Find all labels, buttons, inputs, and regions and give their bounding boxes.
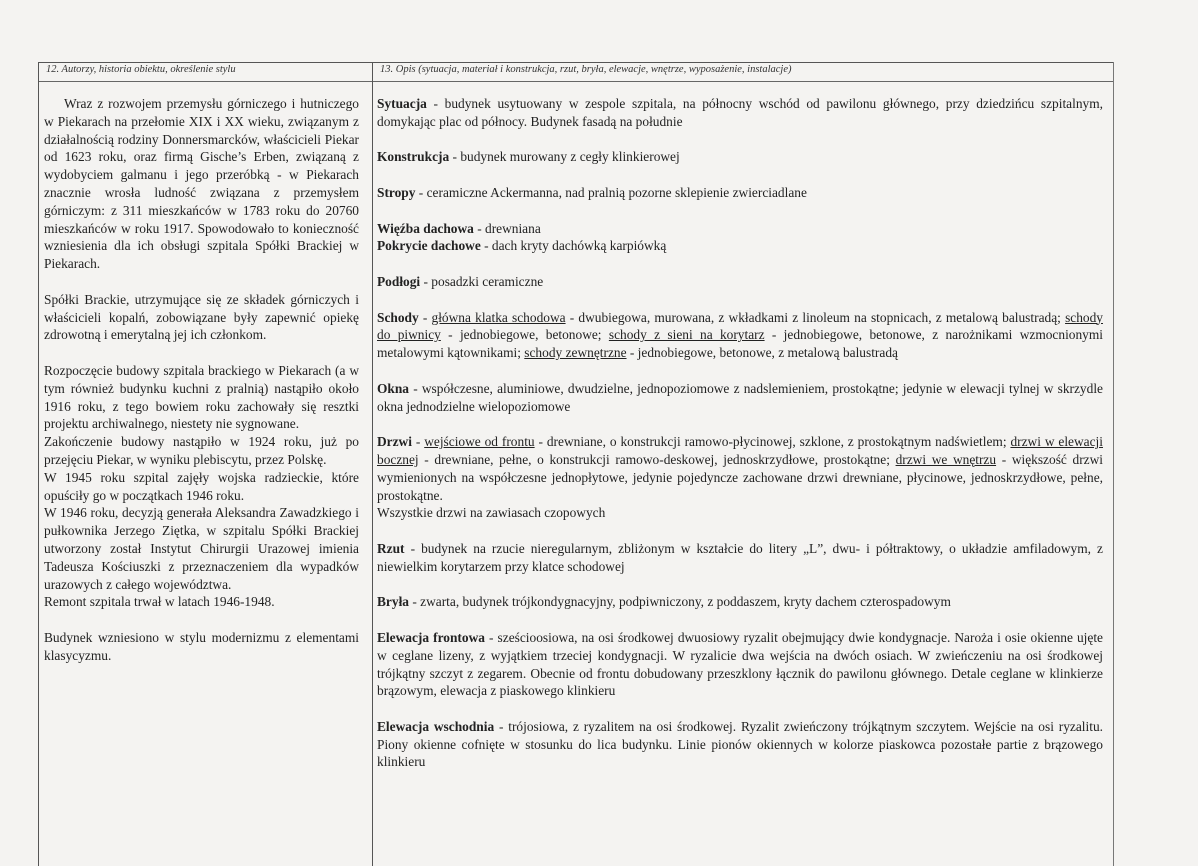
label-bryla: Bryła [377,594,409,610]
label-konstrukcja: Konstrukcja [377,149,450,165]
text-wiezba: - drewniana [473,220,541,236]
schody-hall-corridor: schody z sieni na korytarz [608,327,765,343]
schody-text-1: - dwubiegowa, murowana, z wkładkami z linoleum na stopnicach, z metalową balustradą; [565,309,1066,325]
label-pokrycie: Pokrycie dachowe [377,238,481,254]
schody-text-4: - jednobiegowe, betonowe, z metalową balustradą [626,345,898,361]
label-schody: Schody [377,309,419,325]
schody-text-2: - jednobiegowe, betonowe; [440,327,609,343]
schody-basement: schody do piwnicy [377,309,1103,343]
section-elewacja-frontowa [377,629,1103,700]
section-drzwi: Drzwi - wejściowe od frontu - drewniane, o konstrukcji ramowo-płycinowej, szklone, z prostokątnym nadświetlem; drzwi w elewacji bocznej - drewniane, pełne, o konstrukcji ramowo-deskowej, jednoskrzydłowe, prostokątne; drzwi we wnętrzu - większość drzwi wymienionych na współczesne jednopłytowe, jedynie pojedyncze zachowane drzwi drewniane, płycinowe, jednoskrzydłowe, pełne, prostokątne. [377,434,1103,503]
history-paragraph-1: Wraz z rozwojem przemysłu górniczego i hutniczego w Piekarach na przełomie XIX i XX wieku, związanym z działalnością rodziny Donnersmarcków, właścicieli Piekar od 1623 roku, oraz firmą Gische’s Erben, związaną z wydobyciem galmanu i jego przeróbką - w Piekarach znacznie wrosła ludność związana z przemysłem górniczym: z 311 mieszkańców w 1783 roku do 20760 mieszkańców w roku 1917. Spowodowało to konieczność wzniesienia dla ich obsługi szpitala Spółki Brackiej w Piekarach. [44,96,359,272]
drzwi-side-elevation: drzwi w elewacji bocznej [377,434,1103,467]
label-stropy: Stropy [377,184,416,200]
table-left-border [38,62,39,866]
text-okna: - współczesne, aluminiowe, dwudzielne, jednopoziomowe z nadslemieniem, prostokątne; jedynie w elewacji tylnej w skrzydle okna jednodzielne wielopoziomowe [377,380,1103,414]
table-header-border [38,81,1113,82]
history-paragraph-8: Budynek wzniesiono w stylu modernizmu z elementami klasycyzmu. [44,629,359,663]
history-paragraph-7: Remont szpitala trwał w latach 1946-1948. [44,594,275,610]
section-drzwi-line2: Wszystkie drzwi na zawiasach czopowych [377,505,606,521]
table-top-border [38,62,1113,63]
table-right-border [1113,62,1114,866]
drzwi-text-1: - drewniane, o konstrukcji ramowo-płycinowej, szklone, z prostokątnym nadświetlem; [534,434,1011,450]
text-konstrukcja: - budynek murowany z cegły klinkierowej [449,149,680,165]
text-sytuacja: - budynek usytuowany w zespole szpitala, na północny wschód od pawilonu głównego, przy dziedzińcu szpitalnym, domykając plac od północy. Budynek fasadą na południe [377,96,1103,129]
left-column-header: 12. Autorzy, historia obiektu, określenie stylu [46,64,236,75]
drzwi-front-entry: wejściowe od frontu [424,434,535,450]
label-okna: Okna [377,380,410,396]
right-column-header: 13. Opis (sytuacja, materiał i konstrukcja, rzut, bryła, elewacje, wnętrze, wyposażenie, instalacje) [380,64,792,75]
history-paragraph-6: W 1946 roku, decyzją generała Aleksandra Zawadzkiego i pułkownika Jerzego Ziętka, w szpitalu Spółki Brackiej utworzony został Instytut Chirurgii Urazowej imienia Tadeusza Kościuszki z przeznaczeniem dla wypadków urazowych z całego województwa. [44,505,359,592]
history-paragraph-4: Zakończenie budowy nastąpiło w 1924 roku, już po przejęciu Piekar, w wyniku plebiscytu, przez Polskę. [44,434,359,467]
text-bryla: - zwarta, budynek trójkondygnacyjny, podpiwniczony, z poddaszem, kryty dachem czterospadowym [409,594,951,610]
section-wiezba [377,220,1103,238]
text-rzut: - budynek na rzucie nieregularnym, zbliżonym w kształcie do litery „L”, dwu- i półtraktowy, o układzie amfiladowym, z niewielkim korytarzem przy klatce schodowej [377,540,1103,574]
section-stropy [377,184,1103,202]
history-column [44,95,359,665]
section-rzut [377,540,1103,576]
drzwi-interior: drzwi we wnętrzu [895,451,997,467]
label-elewacja-frontowa: Elewacja frontowa [377,629,485,645]
section-schody: Schody - główna klatka schodowa - dwubiegowa, murowana, z wkładkami z linoleum na stopnicach, z metalową balustradą; schody do piwnicy - jednobiegowe, betonowe; schody z sieni na korytarz - jednobiegowe, betonowe, z narożnikami wzmocnionymi metalowymi kątownikami; schody zewnętrzne - jednobiegowe, betonowe, z metalową balustradą [377,309,1104,361]
label-elewacja-wschodnia: Elewacja wschodnia [377,718,495,734]
text-pokrycie: - dach kryty dachówką karpiówką [480,238,667,254]
text-elewacja-frontowa: - sześcioosiowa, na osi środkowej dwuosiowy ryzalit obejmujący dwie kondygnacje. Naroża i osie okienne ujęte w ceglane lizeny, z wyjątkiem trzeciej kondygnacji. W ryzalicie dwa wejścia na dwóch osiach. W zwieńczeniu na osi środkowej trójkątny szczyt z zegarem. Obecnie od frontu dobudowany przeszklony łącznik do pawilonu głównego. Detale ceglane w klinkierze brązowym, elewacja z piaskowego klinkieru [377,629,1103,699]
section-konstrukcja [377,148,1103,166]
schody-main-staircase: główna klatka schodowa [431,309,566,325]
history-paragraph-5: W 1945 roku szpital zajęły wojska radzieckie, które opuściły go w początkach 1946 roku. [44,469,359,503]
label-drzwi: Drzwi [377,434,412,450]
label-sytuacja: Sytuacja [377,96,427,111]
text-elewacja-wschodnia: - trójosiowa, z ryzalitem na osi środkowej. Ryzalit zwieńczony trójkątnym szczytem. Wejście na osi ryzalitu. Piony okienne cofnięte w stosunku do lica budynku. Linie pionów okiennych w kolorze piaskowca pozostałe partie z brązowego klinkieru [377,718,1103,770]
text-podlogi: - posadzki ceramiczne [420,273,544,289]
section-elewacja-wschodnia [377,718,1103,771]
label-podlogi: Podłogi [377,273,421,289]
section-podlogi [377,273,1103,291]
schody-external: schody zewnętrzne [524,345,627,361]
section-pokrycie [377,237,1103,255]
drzwi-text-3: - większość drzwi wymienionych na współczesne jednopłytowe, jedynie pojedyncze zachowane drzwi drewniane, płycinowe, jednoskrzydłowe, pełne, prostokątne. [377,451,1103,503]
description-column [377,95,1103,771]
section-sytuacja [377,95,1103,131]
history-paragraph-2: Spółki Brackie, utrzymujące się ze składek górniczych i właścicieli kopalń, zobowiązane były zapewnić opiekę zdrowotną i emerytalną jej ich członkom. [44,291,359,343]
label-rzut: Rzut [377,540,405,556]
section-bryla [377,593,1103,611]
section-okna [377,380,1103,416]
history-paragraph-3: Rozpoczęcie budowy szpitala brackiego w Piekarach (a w tym również budynku kuchni z pralnią) nastąpiło około 1916 roku, z tego bowiem roku zachowały się resztki projektu archiwalnego, niestety nie sygnowane. [44,362,359,432]
table-column-divider [372,62,373,866]
label-wiezba: Więźba dachowa [377,220,474,236]
schody-text-3: - jednobiegowe, betonowe, z narożnikami wzmocnionymi metalowymi kątownikami; [377,327,1104,361]
text-stropy: - ceramiczne Ackermanna, nad pralnią pozorne sklepienie zwierciadlane [415,184,807,200]
drzwi-text-2: - drewniane, pełne, o konstrukcji ramowo-deskowej, jednoskrzydłowe, prostokątne; [418,451,896,467]
